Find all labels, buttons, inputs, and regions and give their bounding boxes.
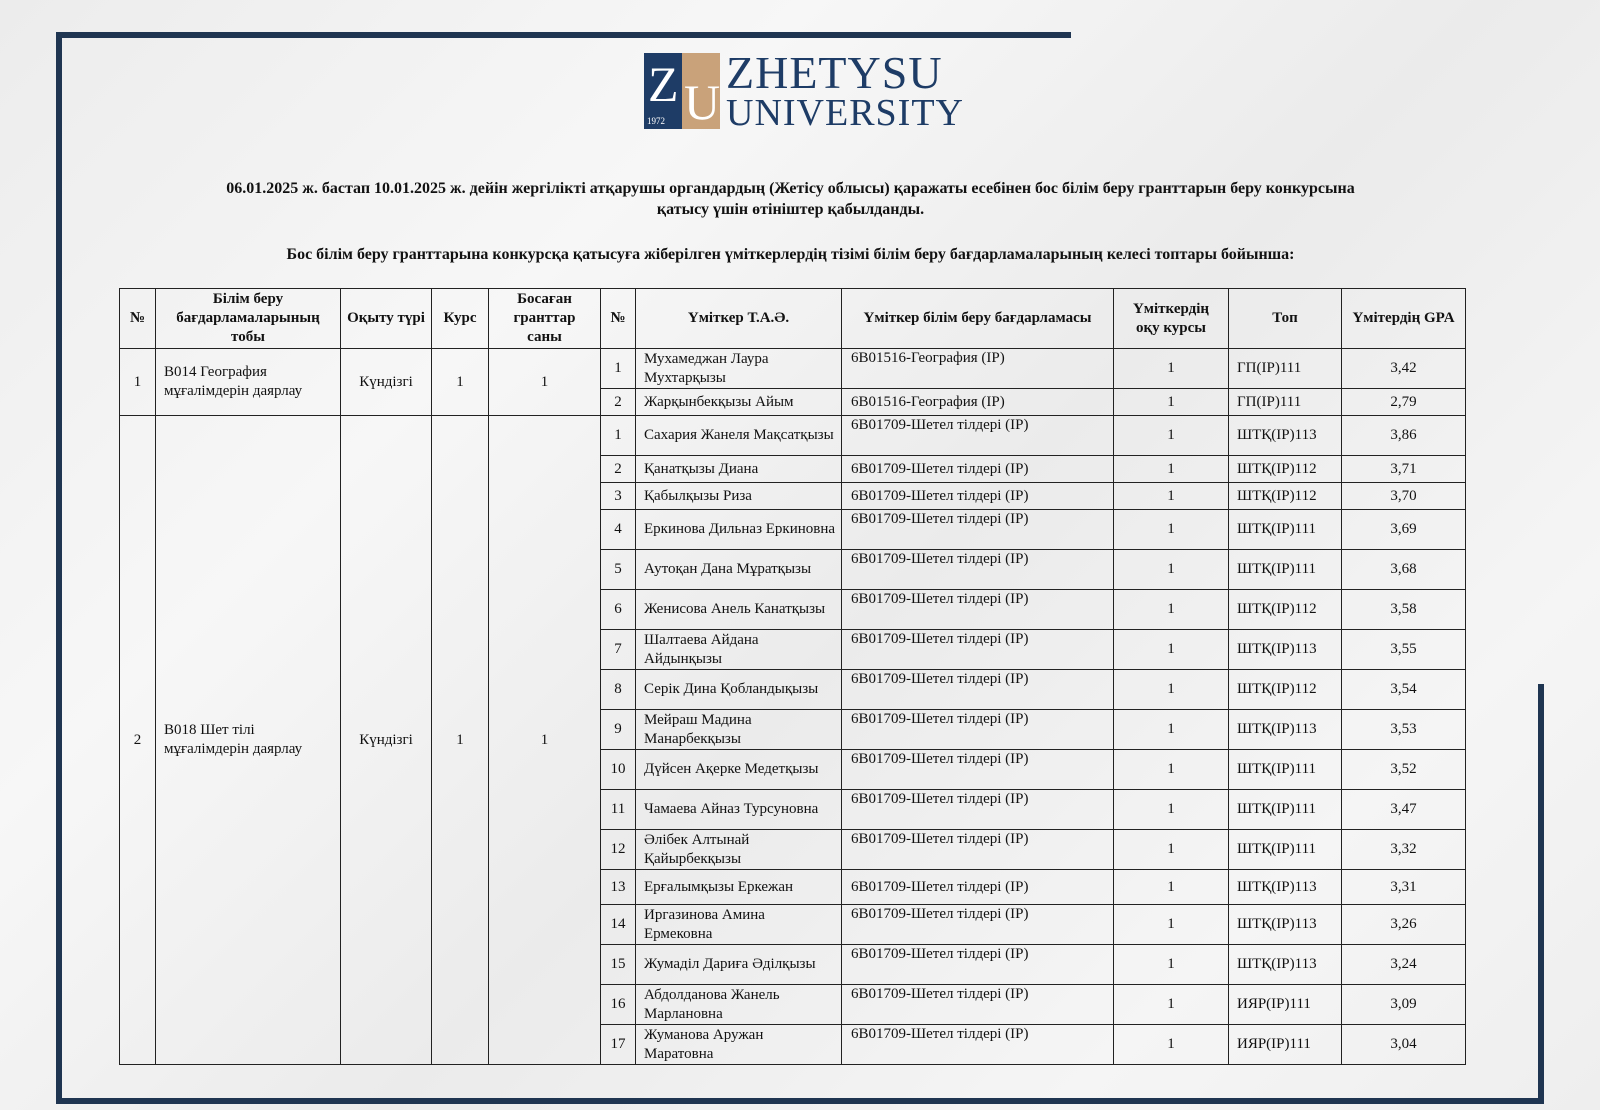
candidate-year: 1 — [1114, 630, 1229, 670]
candidate-program: 6В01709-Шетел тілдері (IP) — [842, 710, 1114, 750]
candidate-name: Абдолданова Жанель Марлановна — [636, 985, 842, 1025]
candidate-program: 6В01709-Шетел тілдері (IP) — [842, 416, 1114, 456]
table-row — [120, 416, 1466, 456]
candidate-year: 1 — [1114, 750, 1229, 790]
candidate-gpa: 3,55 — [1342, 630, 1466, 670]
candidate-year: 1 — [1114, 710, 1229, 750]
candidate-year: 1 — [1114, 349, 1229, 389]
candidate-number: 1 — [601, 349, 636, 389]
candidate-program: 6В01516-География (IP) — [842, 349, 1114, 389]
frame-top-border — [56, 32, 1071, 38]
candidate-gpa: 3,47 — [1342, 790, 1466, 830]
candidate-group: ГП(IP)111 — [1229, 389, 1342, 416]
candidate-year: 1 — [1114, 389, 1229, 416]
university-logo — [644, 47, 964, 134]
candidate-gpa: 3,09 — [1342, 985, 1466, 1025]
header-form: Оқыту түрі — [341, 289, 432, 349]
candidate-name: Мейраш Мадина Манарбекқызы — [636, 710, 842, 750]
candidate-program: 6В01709-Шетел тілдері (IP) — [842, 670, 1114, 710]
header-program: Үміткер білім беру бағдарламасы — [842, 289, 1114, 349]
list-heading: Бос білім беру гранттарына конкурсқа қатысуға жіберілген үміткерлердің тізімі білім беру бағдарламаларының келесі топтары бойынша: — [286, 246, 1295, 263]
candidate-number: 13 — [601, 870, 636, 905]
candidate-group: ШТҚ(IP)112 — [1229, 670, 1342, 710]
candidate-year: 1 — [1114, 510, 1229, 550]
candidate-year: 1 — [1114, 456, 1229, 483]
candidate-gpa: 2,79 — [1342, 389, 1466, 416]
header-course: Курс — [432, 289, 489, 349]
candidate-gpa: 3,24 — [1342, 945, 1466, 985]
header-grants: Босаған гранттар саны — [489, 289, 601, 349]
header-year: Үміткердің оқу курсы — [1114, 289, 1229, 349]
candidate-group: ИЯР(IP)111 — [1229, 985, 1342, 1025]
candidate-gpa: 3,68 — [1342, 550, 1466, 590]
candidate-group: ШТҚ(IP)111 — [1229, 830, 1342, 870]
candidate-group: ШТҚ(IP)113 — [1229, 416, 1342, 456]
candidate-name: Еркинова Дильназ Еркиновна — [636, 510, 842, 550]
table-body — [120, 349, 1466, 1065]
candidate-number: 1 — [601, 416, 636, 456]
candidate-year: 1 — [1114, 985, 1229, 1025]
candidate-group: ШТҚ(IP)113 — [1229, 710, 1342, 750]
candidates-table — [119, 288, 1466, 1065]
frame-bottom-border — [56, 1098, 1544, 1104]
announcement-line1: 06.01.2025 ж. бастап 10.01.2025 ж. дейін жергілікті атқарушы органдардың (Жетісу облысы) қаражаты есебінен бос білім беру гранттарын беру конкурсына — [226, 180, 1355, 197]
header-grp: Топ — [1229, 289, 1342, 349]
candidate-year: 1 — [1114, 590, 1229, 630]
candidate-gpa: 3,26 — [1342, 905, 1466, 945]
group-number: 2 — [120, 416, 156, 1065]
header-num: № — [120, 289, 156, 349]
logo-line1: ZHETYSU — [726, 47, 943, 98]
candidate-gpa: 3,70 — [1342, 483, 1466, 510]
candidate-group: ГП(IP)111 — [1229, 349, 1342, 389]
candidate-number: 2 — [601, 389, 636, 416]
candidate-program: 6В01709-Шетел тілдері (IP) — [842, 985, 1114, 1025]
grants-count: 1 — [489, 349, 601, 416]
candidate-number: 11 — [601, 790, 636, 830]
candidate-year: 1 — [1114, 670, 1229, 710]
candidate-gpa: 3,52 — [1342, 750, 1466, 790]
candidate-name: Ерғалымқызы Еркежан — [636, 870, 842, 905]
candidate-name: Жарқынбекқызы Айым — [636, 389, 842, 416]
frame-right-border — [1538, 684, 1544, 1104]
candidate-number: 8 — [601, 670, 636, 710]
announcement-text — [118, 178, 1463, 220]
candidate-year: 1 — [1114, 550, 1229, 590]
study-form: Күндізгі — [341, 416, 432, 1065]
candidate-gpa: 3,58 — [1342, 590, 1466, 630]
candidate-number: 3 — [601, 483, 636, 510]
table-row — [120, 349, 1466, 389]
logo-mark-icon: Z 1972 U — [644, 53, 720, 129]
candidate-number: 12 — [601, 830, 636, 870]
candidate-number: 5 — [601, 550, 636, 590]
candidate-program: 6В01709-Шетел тілдері (IP) — [842, 1025, 1114, 1065]
logo-line2: UNIVERSITY — [726, 92, 964, 134]
program-group: В018 Шет тілі мұғалімдерін даярлау — [156, 416, 341, 1065]
candidate-group: ШТҚ(IP)111 — [1229, 750, 1342, 790]
header-name: Үміткер Т.А.Ә. — [636, 289, 842, 349]
candidate-group: ШТҚ(IP)111 — [1229, 790, 1342, 830]
candidate-name: Жумаділ Дариға Әділқызы — [636, 945, 842, 985]
candidate-year: 1 — [1114, 483, 1229, 510]
candidate-group: ШТҚ(IP)113 — [1229, 905, 1342, 945]
candidate-program: 6В01709-Шетел тілдері (IP) — [842, 483, 1114, 510]
candidate-name: Қанатқызы Диана — [636, 456, 842, 483]
candidate-program: 6В01709-Шетел тілдері (IP) — [842, 790, 1114, 830]
grants-count: 1 — [489, 416, 601, 1065]
candidate-number: 17 — [601, 1025, 636, 1065]
candidate-group: ШТҚ(IP)111 — [1229, 550, 1342, 590]
candidate-gpa: 3,86 — [1342, 416, 1466, 456]
candidate-number: 10 — [601, 750, 636, 790]
header-num2: № — [601, 289, 636, 349]
candidate-name: Иргазинова Амина Ермековна — [636, 905, 842, 945]
course: 1 — [432, 349, 489, 416]
study-form: Күндізгі — [341, 349, 432, 416]
candidate-gpa: 3,53 — [1342, 710, 1466, 750]
candidate-name: Аутоқан Дана Мұратқызы — [636, 550, 842, 590]
candidate-group: ШТҚ(IP)112 — [1229, 483, 1342, 510]
program-group: В014 География мұғалімдерін даярлау — [156, 349, 341, 416]
candidate-number: 15 — [601, 945, 636, 985]
candidate-name: Чамаева Айназ Турсуновна — [636, 790, 842, 830]
candidate-name: Сахария Жанеля Мақсатқызы — [636, 416, 842, 456]
candidate-gpa: 3,31 — [1342, 870, 1466, 905]
candidate-name: Женисова Анель Канатқызы — [636, 590, 842, 630]
candidate-program: 6В01709-Шетел тілдері (IP) — [842, 830, 1114, 870]
candidate-name: Қабылқызы Риза — [636, 483, 842, 510]
candidate-name: Шалтаева Айдана Айдынқызы — [636, 630, 842, 670]
candidate-year: 1 — [1114, 416, 1229, 456]
frame-left-border — [56, 32, 62, 1104]
candidate-program: 6В01709-Шетел тілдері (IP) — [842, 870, 1114, 905]
candidate-name: Жуманова Аружан Маратовна — [636, 1025, 842, 1065]
candidate-program: 6В01709-Шетел тілдері (IP) — [842, 590, 1114, 630]
candidate-program: 6В01709-Шетел тілдері (IP) — [842, 456, 1114, 483]
candidate-group: ШТҚ(IP)112 — [1229, 590, 1342, 630]
candidate-gpa: 3,42 — [1342, 349, 1466, 389]
candidate-group: ШТҚ(IP)113 — [1229, 945, 1342, 985]
candidate-name: Дүйсен Ақерке Медетқызы — [636, 750, 842, 790]
candidate-group: ИЯР(IP)111 — [1229, 1025, 1342, 1065]
candidate-gpa: 3,71 — [1342, 456, 1466, 483]
logo-wordmark — [726, 47, 964, 134]
candidate-year: 1 — [1114, 945, 1229, 985]
candidate-program: 6В01709-Шетел тілдері (IP) — [842, 550, 1114, 590]
candidate-program: 6В01516-География (IP) — [842, 389, 1114, 416]
course: 1 — [432, 416, 489, 1065]
announcement-line2: қатысу үшін өтініштер қабылданды. — [656, 201, 925, 218]
candidate-program: 6В01709-Шетел тілдері (IP) — [842, 945, 1114, 985]
candidate-year: 1 — [1114, 790, 1229, 830]
candidate-program: 6В01709-Шетел тілдері (IP) — [842, 630, 1114, 670]
candidate-group: ШТҚ(IP)113 — [1229, 870, 1342, 905]
candidate-name: Мухамеджан Лаура Мухтарқызы — [636, 349, 842, 389]
header-group: Білім беру бағдарламаларының тобы — [156, 289, 341, 349]
candidate-group: ШТҚ(IP)113 — [1229, 630, 1342, 670]
candidate-program: 6В01709-Шетел тілдері (IP) — [842, 905, 1114, 945]
candidate-number: 16 — [601, 985, 636, 1025]
candidate-gpa: 3,69 — [1342, 510, 1466, 550]
candidate-gpa: 3,04 — [1342, 1025, 1466, 1065]
candidate-number: 4 — [601, 510, 636, 550]
group-number: 1 — [120, 349, 156, 416]
candidate-name: Серік Дина Қобландықызы — [636, 670, 842, 710]
candidate-group: ШТҚ(IP)111 — [1229, 510, 1342, 550]
candidate-year: 1 — [1114, 830, 1229, 870]
candidate-number: 6 — [601, 590, 636, 630]
candidate-number: 7 — [601, 630, 636, 670]
candidate-gpa: 3,54 — [1342, 670, 1466, 710]
candidate-name: Әлібек Алтынай Қайырбекқызы — [636, 830, 842, 870]
candidate-year: 1 — [1114, 1025, 1229, 1065]
candidate-group: ШТҚ(IP)112 — [1229, 456, 1342, 483]
header-gpa: Үмітердің GPA — [1342, 289, 1466, 349]
candidate-number: 14 — [601, 905, 636, 945]
candidate-number: 2 — [601, 456, 636, 483]
candidate-year: 1 — [1114, 905, 1229, 945]
candidate-program: 6В01709-Шетел тілдері (IP) — [842, 510, 1114, 550]
table-header-row — [120, 289, 1466, 349]
candidate-program: 6В01709-Шетел тілдері (IP) — [842, 750, 1114, 790]
candidate-number: 9 — [601, 710, 636, 750]
candidate-year: 1 — [1114, 870, 1229, 905]
candidate-gpa: 3,32 — [1342, 830, 1466, 870]
